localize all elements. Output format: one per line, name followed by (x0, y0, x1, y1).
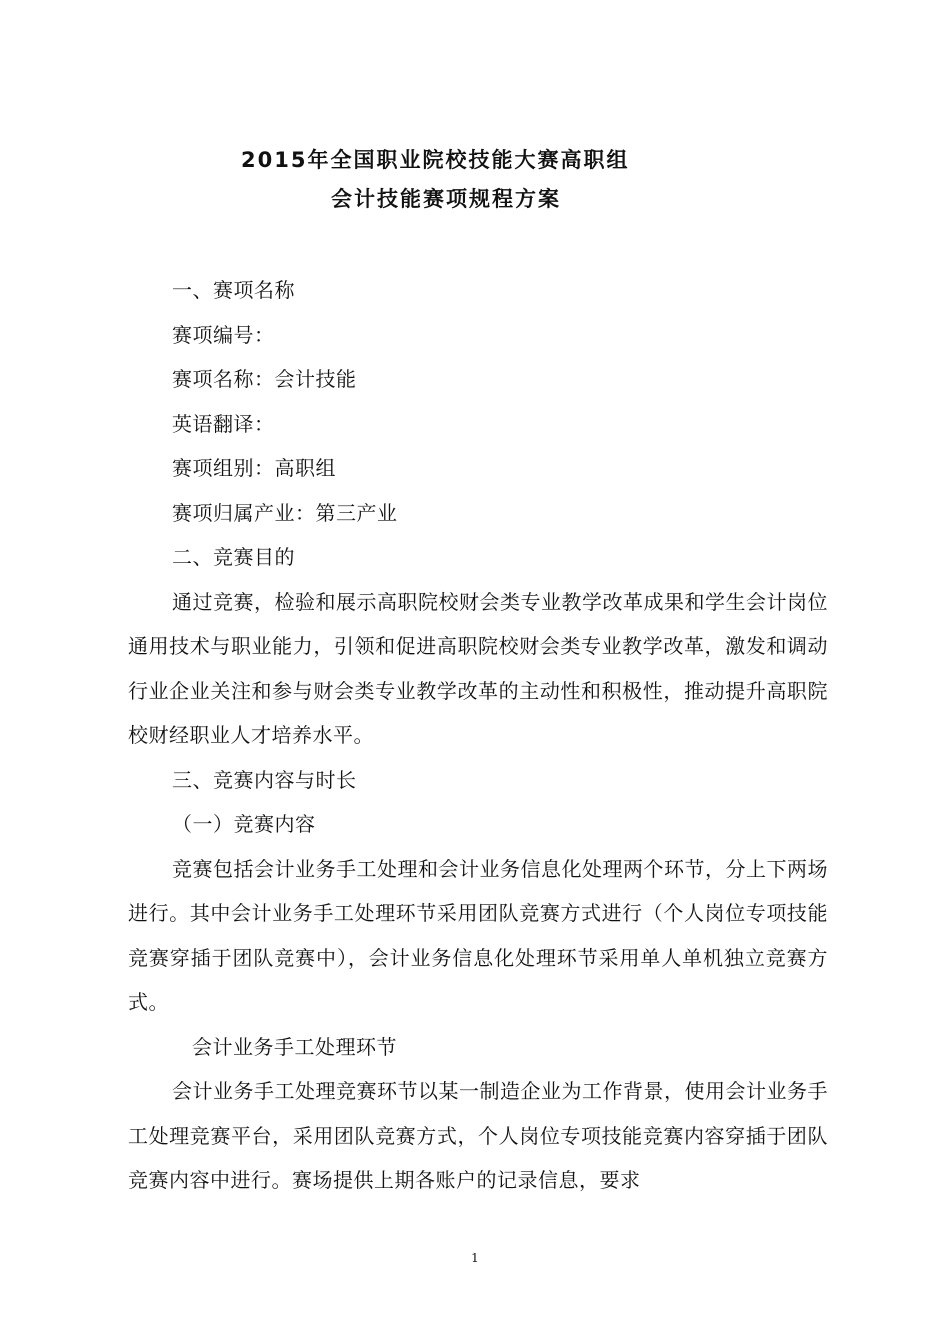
section-heading-2: 二、竞赛目的 (172, 545, 295, 569)
section-heading-1: 一、赛项名称 (172, 278, 295, 302)
event-code-line: 赛项编号： (172, 322, 275, 347)
english-translation-line: 英语翻译： (172, 411, 275, 436)
page-number: 1 (471, 1251, 479, 1265)
section-heading-3: 三、竞赛内容与时长 (172, 767, 357, 792)
event-name-line: 赛项名称：会计技能 (172, 367, 357, 391)
event-industry-line: 赛项归属产业：第三产业 (172, 500, 398, 525)
manual-processing-heading: 会计业务手工处理环节 (192, 1034, 397, 1059)
document-title-line-2: 会计技能赛项规程方案 (331, 187, 561, 211)
document-title-line-1: 2015年全国职业院校技能大赛高职组 (241, 148, 630, 172)
event-group-line: 赛项组别：高职组 (172, 456, 336, 480)
manual-processing-paragraph: 会计业务手工处理竞赛环节以某一制造企业为工作背景，使用会计业务手工处理竞赛平台，采用团队竞赛方式，个人岗位专项技能竞赛内容穿插于团队竞赛内容中进行。赛场提供上期各账户的记录信息，要求 (128, 1079, 828, 1192)
content-paragraph: 竞赛包括会计业务手工处理和会计业务信息化处理两个环节，分上下两场进行。其中会计业务手工处理环节采用团队竞赛方式进行（个人岗位专项技能竞赛穿插于团队竞赛中），会计业务信息化处理环节采用单人单机独立竞赛方式。 (128, 856, 828, 1014)
purpose-paragraph: 通过竞赛，检验和展示高职院校财会类专业教学改革成果和学生会计岗位通用技术与职业能力，引领和促进高职院校财会类专业教学改革，激发和调动行业企业关注和参与财会类专业教学改革的主动性和积极性，推动提升高职院校财经职业人才培养水平。 (128, 589, 828, 747)
subsection-heading-1: （一）竞赛内容 (172, 812, 316, 836)
document-body (128, 268, 828, 1203)
